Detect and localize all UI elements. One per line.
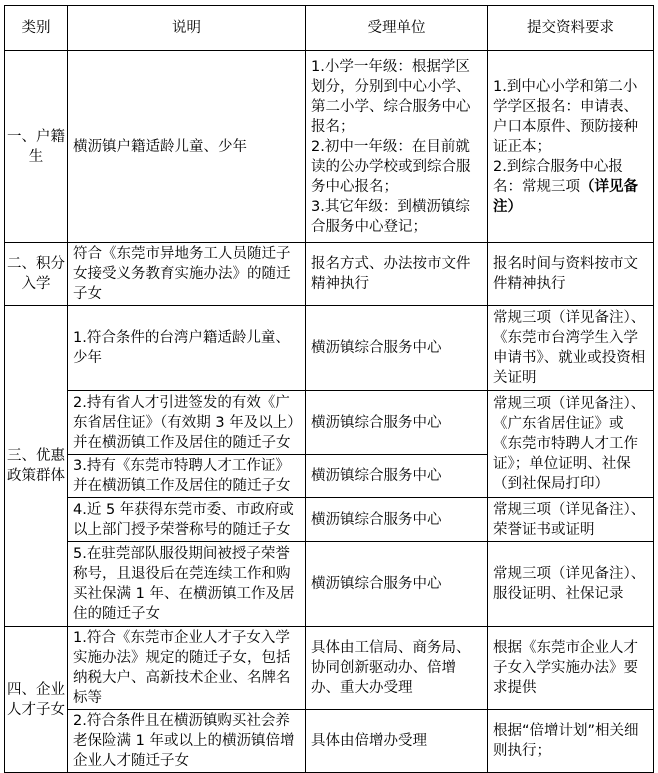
cell-r3-5-description: 5.在驻莞部队服役期间被授子荣誉称号，且退役后在莞连续工作和购买社保满 1 年、在横沥镇工作及居住的随迁子女	[68, 542, 306, 627]
row-enterprise-talent-1	[5, 627, 654, 710]
row-household-students	[5, 51, 654, 243]
cell-category-points: 二、积分入学	[5, 243, 68, 306]
cell-r3-3-description: 3.持有《东莞市特聘人才工作证》并在横沥镇工作及居住的随迁子女	[68, 455, 306, 498]
cell-r3-4-description: 4.近 5 年获得东莞市委、市政府或以上部门授予荣誉称号的随迁子女	[68, 498, 306, 542]
unit-item-3: 3.其它年级：到横沥镇综合服务中心登记；	[311, 198, 470, 235]
row-enterprise-talent-2	[5, 710, 654, 773]
header-description: 说明	[68, 6, 306, 51]
cell-r3-4-unit: 横沥镇综合服务中心	[306, 498, 488, 542]
row-policy-group-5	[5, 542, 654, 627]
cell-r4-1-materials: 根据《东莞市企业人才子女入学实施办法》要求提供	[488, 627, 654, 710]
materials-item-1: 1.到中心小学和第二小学学区报名：申请表、户口本原件、预防接种证正本；	[493, 78, 638, 155]
cell-category-enterprise-talent: 四、企业人才子女	[5, 627, 68, 773]
cell-r3-5-materials: 常规三项（详见备注）、服役证明、社保记录	[488, 542, 654, 627]
cell-r4-2-materials: 根据“倍增计划”相关细则执行；	[488, 710, 654, 773]
cell-r3-3-unit: 横沥镇综合服务中心	[306, 455, 488, 498]
cell-r3-2-unit: 横沥镇综合服务中心	[306, 391, 488, 455]
header-category: 类别	[5, 6, 68, 51]
cell-r1-materials	[488, 51, 654, 243]
row-points-admission	[5, 243, 654, 306]
cell-r3-2-materials-merged: 常规三项（详见备注）、《广东省居住证》或《东莞市特聘人才工作证》；单位证明、社保（到社保局打印）	[488, 391, 654, 498]
materials-item-2-text: 2.到综合服务中心报名：常规三项	[493, 158, 623, 195]
cell-r3-5-unit: 横沥镇综合服务中心	[306, 542, 488, 627]
cell-r3-4-materials: 常规三项（详见备注）、荣誉证书或证明	[488, 498, 654, 542]
row-policy-group-4	[5, 498, 654, 542]
cell-r2-materials: 报名时间与资料按市文件精神执行	[488, 243, 654, 306]
cell-r2-description: 符合《东莞市异地务工人员随迁子女接受义务教育实施办法》的随迁子女	[68, 243, 306, 306]
header-row	[5, 6, 654, 51]
header-materials: 提交资料要求	[488, 6, 654, 51]
materials-item-2-note-bold: （详见备注）	[493, 178, 638, 215]
cell-r1-unit	[306, 51, 488, 243]
cell-r1-description: 横沥镇户籍适龄儿童、少年	[68, 51, 306, 243]
materials-item-2	[493, 157, 648, 217]
unit-item-1: 1.小学一年级：根据学区划分，分别到中心小学、第二小学、综合服务中心报名；	[311, 58, 471, 135]
cell-r4-1-unit: 具体由工信局、商务局、协同创新驱动办、倍增办、重大办受理	[306, 627, 488, 710]
cell-r4-2-unit: 具体由倍增办受理	[306, 710, 488, 773]
cell-r4-1-description: 1.符合《东莞市企业人才子女入学实施办法》规定的随迁子女，包括纳税大户、高新技术企业、名牌名标等	[68, 627, 306, 710]
cell-r3-1-description: 1.符合条件的台湾户籍适龄儿童、少年	[68, 306, 306, 391]
cell-r3-1-unit: 横沥镇综合服务中心	[306, 306, 488, 391]
header-unit: 受理单位	[306, 6, 488, 51]
cell-r2-unit: 报名方式、办法按市文件精神执行	[306, 243, 488, 306]
cell-r4-2-description: 2.符合条件且在横沥镇购买社会养老保险满 1 年或以上的横沥镇倍增企业人才随迁子女	[68, 710, 306, 773]
row-policy-group-2	[5, 391, 654, 455]
unit-item-2: 2.初中一年级：在目前就读的公办学校或到综合服务中心报名；	[311, 138, 471, 195]
cell-r3-1-materials: 常规三项（详见备注）、《东莞市台湾学生入学申请书》、就业或投资相关证明	[488, 306, 654, 391]
enrollment-categories-table	[4, 5, 654, 773]
cell-category-household: 一、户籍生	[5, 51, 68, 243]
cell-category-policy-group: 三、优惠政策群体	[5, 306, 68, 627]
row-policy-group-1	[5, 306, 654, 391]
cell-r3-2-description: 2.持有省人才引进签发的有效《广东省居住证》（有效期 3 年及以上）并在横沥镇工作及居住的随迁子女	[68, 391, 306, 455]
